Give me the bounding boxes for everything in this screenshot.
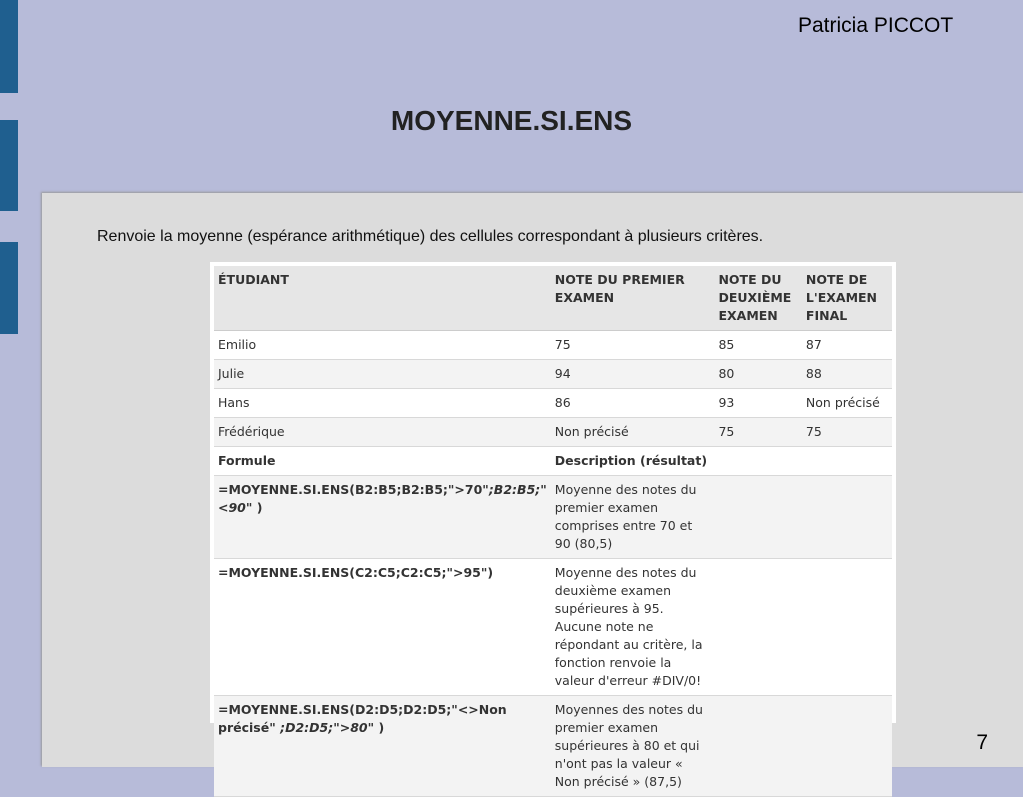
empty-cell (802, 476, 892, 559)
table-row (214, 360, 892, 389)
left-accent-bar (0, 242, 18, 334)
empty-cell (802, 447, 892, 476)
header-cell: ÉTUDIANT (214, 266, 551, 331)
table-cell: 75 (551, 331, 715, 360)
empty-cell (714, 696, 801, 797)
table-cell: 75 (714, 418, 801, 447)
table-row (214, 389, 892, 418)
table-cell: Non précisé (802, 389, 892, 418)
formula-row (214, 696, 892, 797)
table-cell: Julie (214, 360, 551, 389)
formula-cell (214, 559, 551, 696)
table-cell: Frédérique (214, 418, 551, 447)
description-cell: Moyenne des notes du premier examen comprises entre 70 et 90 (80,5) (551, 476, 715, 559)
author-name: Patricia PICCOT (798, 14, 954, 37)
table-cell: 94 (551, 360, 715, 389)
formula-text: =MOYENNE.SI.ENS(D2:D5;D2:D5;"<>Non précisé" (218, 702, 507, 735)
table-cell: Emilio (214, 331, 551, 360)
table-cell: 88 (802, 360, 892, 389)
formula-cell (214, 476, 551, 559)
table-cell: Non précisé (551, 418, 715, 447)
empty-cell (714, 476, 801, 559)
empty-cell (714, 559, 801, 696)
table-cell: 93 (714, 389, 801, 418)
table-cell: Hans (214, 389, 551, 418)
slide-subtitle: Renvoie la moyenne (espérance arithmétique) des cellules correspondant à plusieurs critères. (97, 228, 764, 245)
table-cell: 86 (551, 389, 715, 418)
formula-cell (214, 696, 551, 797)
data-table (214, 266, 892, 797)
formula-row (214, 476, 892, 559)
empty-cell (802, 559, 892, 696)
description-cell: Moyenne des notes du deuxième examen supérieures à 95. Aucune note ne répondant au critère, la fonction renvoie la valeur d'erreur #DIV/0! (551, 559, 715, 696)
table-header-row (214, 266, 892, 331)
table-cell: 85 (714, 331, 801, 360)
formula-text-italic: ;D2:D5;">80" (275, 720, 375, 735)
page-number: 7 (976, 731, 988, 754)
formula-text-end: ) (252, 500, 263, 515)
formula-header: Formule (214, 447, 551, 476)
empty-cell (714, 447, 801, 476)
formula-text-italic: ;B2:B5;"<90" (218, 482, 547, 515)
slide-title: MOYENNE.SI.ENS (390, 105, 633, 136)
formula-row (214, 559, 892, 696)
header-cell: NOTE DU DEUXIÈME EXAMEN (714, 266, 801, 331)
table-cell: 87 (802, 331, 892, 360)
table-cell: 80 (714, 360, 801, 389)
left-accent-bar (0, 0, 18, 93)
table-image (210, 262, 896, 789)
empty-cell (802, 696, 892, 797)
formula-header-row (214, 447, 892, 476)
table-row (214, 331, 892, 360)
formula-text-end: ) (374, 720, 385, 735)
description-header: Description (résultat) (551, 447, 715, 476)
header-cell: NOTE DE L'EXAMEN FINAL (802, 266, 892, 331)
description-cell: Moyennes des notes du premier examen supérieures à 80 et qui n'ont pas la valeur « Non précisé » (87,5) (551, 696, 715, 797)
header-cell: NOTE DU PREMIER EXAMEN (551, 266, 715, 331)
content-panel (42, 193, 1023, 789)
formula-text: =MOYENNE.SI.ENS(B2:B5;B2:B5;">70" (218, 482, 489, 497)
table-row (214, 418, 892, 447)
formula-text: =MOYENNE.SI.ENS(C2:C5;C2:C5;">95") (218, 565, 494, 580)
table-cell: 75 (802, 418, 892, 447)
